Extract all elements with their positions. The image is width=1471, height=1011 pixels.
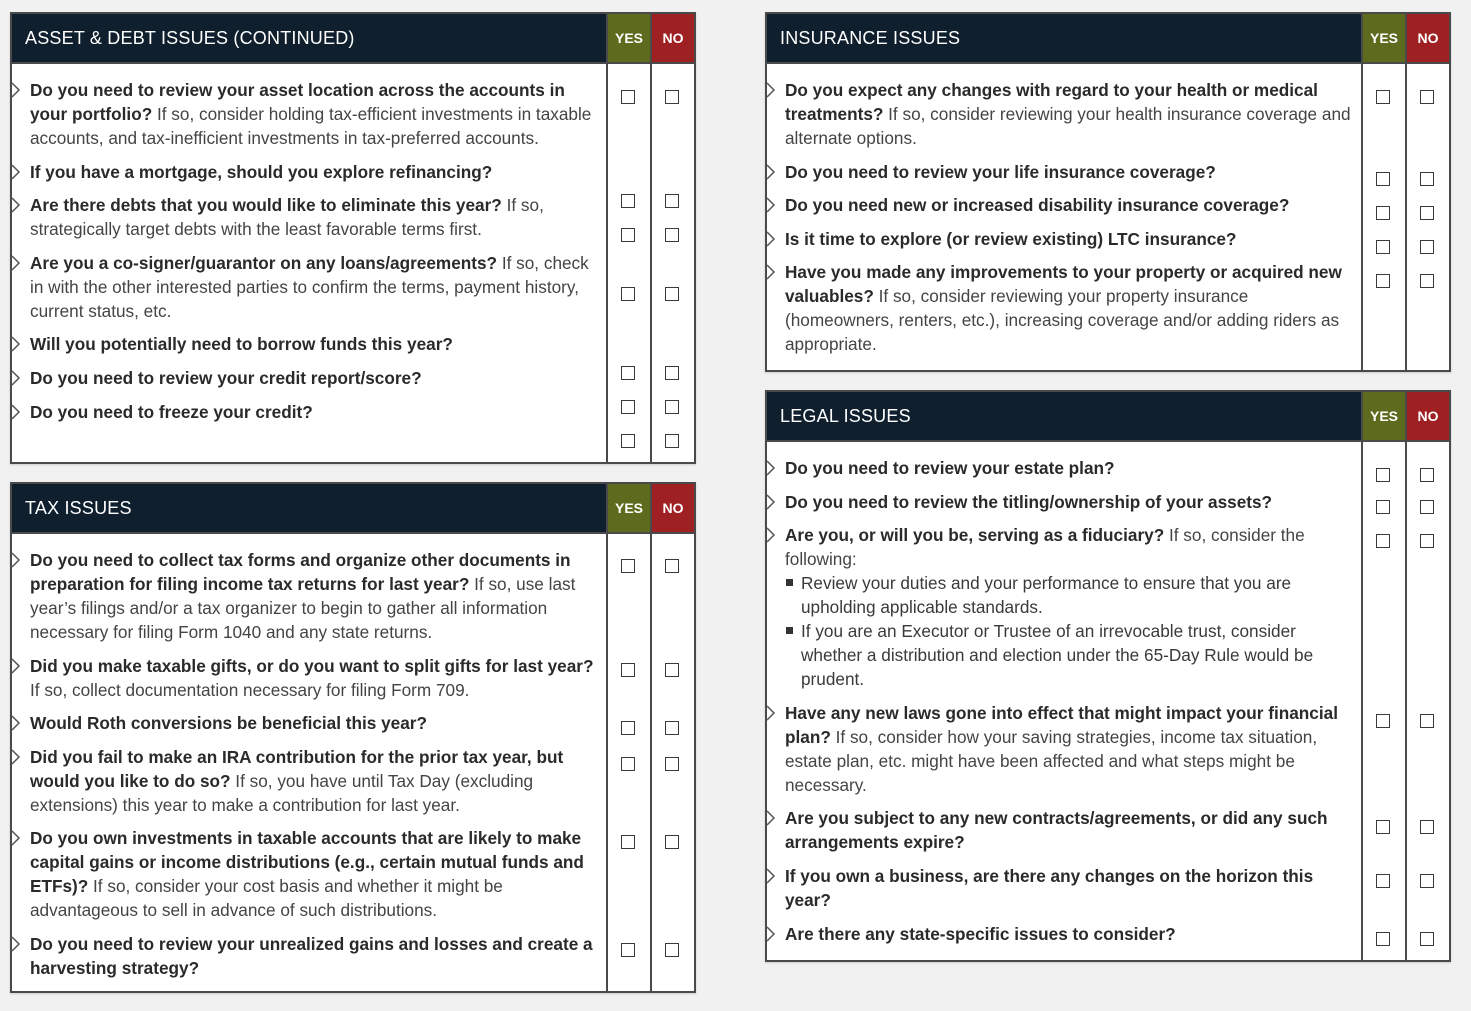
yes-checkbox[interactable]	[621, 194, 635, 208]
question-detail: If so, consider the following:	[785, 525, 1305, 570]
tax-panel	[10, 482, 696, 993]
sub-bullet-item	[785, 571, 1351, 619]
yes-checkbox[interactable]	[1376, 874, 1390, 888]
sub-bullet-text: Review your duties and your performance to ensure that you are upholding applicable standards.	[801, 573, 1292, 618]
yes-column-header: YES	[606, 14, 650, 62]
tax-title: TAX ISSUES	[25, 497, 132, 518]
no-checkbox[interactable]	[665, 757, 679, 771]
yes-checkbox[interactable]	[1376, 468, 1390, 482]
yes-checkbox[interactable]	[1376, 820, 1390, 834]
question-text: Do you need to review your unrealized gains and losses and create a harvesting strategy?	[30, 933, 593, 978]
question-detail: If so, consider reviewing your property insurance (homeowners, renters, etc.), increasing coverage and/or adding riders as appropriate.	[785, 286, 1340, 355]
item-pointer-icon	[11, 658, 21, 674]
no-checkbox[interactable]	[665, 228, 679, 242]
question-item	[30, 400, 596, 424]
question-detail: If so, you have until Tax Day (excluding extensions) this year to make a contribution for last year.	[30, 770, 534, 815]
question-detail: If so, use last year’s filings and/or a tax organizer to begin to gather all information necessary for filing Form 1040 and any state returns.	[30, 574, 576, 642]
question-text: If you have a mortgage, should you explore refinancing?	[30, 161, 493, 182]
sub-bullet-item	[785, 619, 1351, 691]
item-pointer-icon	[11, 197, 21, 213]
item-pointer-icon	[766, 82, 776, 98]
no-checkbox[interactable]	[1420, 172, 1434, 186]
item-pointer-icon	[766, 460, 776, 476]
yes-checkbox[interactable]	[621, 366, 635, 380]
insurance-title: INSURANCE ISSUES	[780, 27, 961, 48]
question-item	[785, 922, 1351, 946]
no-checkbox[interactable]	[665, 721, 679, 735]
question-item	[30, 654, 596, 702]
no-checkbox[interactable]	[665, 434, 679, 448]
no-checkbox[interactable]	[1420, 90, 1434, 104]
question-item	[785, 227, 1351, 251]
question-item	[30, 193, 596, 241]
question-detail: If so, check in with the other interested parties to confirm the terms, payment history, current status, etc.	[30, 252, 589, 321]
tax-no-column	[650, 534, 694, 993]
question-item	[785, 523, 1351, 691]
item-pointer-icon	[766, 164, 776, 180]
question-detail: If so, consider how your saving strategies, income tax situation, estate plan, etc. might have been affected and what steps might be necessary.	[785, 726, 1318, 795]
item-pointer-icon	[766, 810, 776, 826]
no-checkbox[interactable]	[1420, 714, 1434, 728]
question-text: If you own a business, are there any changes on the horizon this year?	[785, 865, 1314, 910]
question-item	[30, 78, 596, 150]
no-checkbox[interactable]	[1420, 534, 1434, 548]
no-checkbox[interactable]	[665, 90, 679, 104]
yes-checkbox[interactable]	[621, 663, 635, 677]
question-text: Do you need to review your life insurance coverage?	[785, 161, 1216, 182]
question-text: Do you need to freeze your credit?	[30, 401, 313, 422]
no-column-header: NO	[1405, 14, 1449, 62]
yes-checkbox[interactable]	[1376, 172, 1390, 186]
question-item	[30, 711, 596, 735]
item-pointer-icon	[11, 715, 21, 731]
question-item	[30, 548, 596, 644]
yes-checkbox[interactable]	[1376, 90, 1390, 104]
no-checkbox[interactable]	[1420, 468, 1434, 482]
item-pointer-icon	[766, 527, 776, 543]
question-text: Do you need to collect tax forms and organize other documents in preparation for filing income tax returns for last year?	[30, 550, 571, 594]
no-checkbox[interactable]	[665, 366, 679, 380]
tax-yes-column	[606, 534, 650, 993]
yes-checkbox[interactable]	[1376, 206, 1390, 220]
question-text: Are there debts that you would like to eliminate this year?	[30, 195, 502, 216]
sub-bullet-text: If you are an Executor or Trustee of an irrevocable trust, consider whether a distribution and election under the 65-Day Rule would be prudent.	[801, 621, 1314, 690]
square-bullet-icon	[786, 627, 793, 634]
yes-checkbox[interactable]	[1376, 714, 1390, 728]
yes-checkbox[interactable]	[621, 943, 635, 957]
item-pointer-icon	[11, 82, 21, 98]
question-item	[30, 826, 596, 922]
yes-checkbox[interactable]	[621, 400, 635, 414]
no-checkbox[interactable]	[1420, 932, 1434, 946]
yes-checkbox[interactable]	[621, 287, 635, 301]
asset-debt-no-column	[650, 64, 694, 464]
question-item	[785, 160, 1351, 184]
item-pointer-icon	[11, 936, 21, 952]
no-checkbox[interactable]	[1420, 274, 1434, 288]
no-column-header: NO	[650, 484, 694, 532]
question-item	[785, 193, 1351, 217]
insurance-questions	[767, 64, 1361, 372]
question-item	[785, 260, 1351, 356]
no-checkbox[interactable]	[665, 400, 679, 414]
question-text: Are you, or will you be, serving as a fiduciary?	[785, 525, 1165, 546]
no-checkbox[interactable]	[665, 194, 679, 208]
asset-debt-yes-column	[606, 64, 650, 464]
legal-header	[767, 392, 1449, 442]
question-item	[785, 490, 1351, 514]
question-text: Do you need to review your estate plan?	[785, 458, 1115, 478]
question-item	[785, 456, 1351, 480]
no-checkbox[interactable]	[1420, 500, 1434, 514]
item-pointer-icon	[11, 404, 21, 420]
question-text: Do you need new or increased disability insurance coverage?	[785, 195, 1290, 216]
asset-debt-questions	[12, 64, 606, 464]
question-detail: If so, consider holding tax-efficient investments in taxable accounts, and tax-inefficient investments in tax-preferred accounts.	[30, 104, 592, 148]
legal-no-column	[1405, 442, 1449, 962]
yes-checkbox[interactable]	[1376, 240, 1390, 254]
no-checkbox[interactable]	[1420, 206, 1434, 220]
yes-checkbox[interactable]	[621, 835, 635, 849]
item-pointer-icon	[766, 705, 776, 721]
question-item	[30, 745, 596, 817]
item-pointer-icon	[766, 264, 776, 280]
question-item	[30, 332, 596, 356]
question-text: Are you subject to any new contracts/agreements, or did any such arrangements expire?	[785, 808, 1328, 853]
no-checkbox[interactable]	[665, 943, 679, 957]
asset-debt-panel	[10, 12, 696, 464]
question-detail: If so, collect documentation necessary for filing Form 709.	[30, 679, 470, 700]
item-pointer-icon	[766, 197, 776, 213]
no-column-header: NO	[650, 14, 694, 62]
tax-header	[12, 484, 694, 534]
item-pointer-icon	[11, 552, 21, 568]
insurance-panel	[765, 12, 1451, 372]
question-text: Have any new laws gone into effect that might impact your financial plan?	[785, 702, 1338, 747]
question-text: Have you made any improvements to your property or acquired new valuables?	[785, 262, 1342, 307]
question-text: Would Roth conversions be beneficial this year?	[30, 713, 427, 734]
no-checkbox[interactable]	[665, 559, 679, 573]
question-item	[30, 251, 596, 323]
question-item	[30, 932, 596, 980]
question-text: Will you potentially need to borrow funds this year?	[30, 334, 453, 355]
legal-panel	[765, 390, 1451, 962]
question-text: Did you fail to make an IRA contribution for the prior tax year, but would you like to do so?	[30, 746, 564, 791]
no-checkbox[interactable]	[1420, 240, 1434, 254]
yes-checkbox[interactable]	[1376, 932, 1390, 946]
question-text: Is it time to explore (or review existing) LTC insurance?	[785, 228, 1237, 249]
insurance-header	[767, 14, 1449, 64]
yes-column-header: YES	[1361, 14, 1405, 62]
item-pointer-icon	[766, 494, 776, 510]
question-text: Do you need to review the titling/ownership of your assets?	[785, 491, 1273, 512]
yes-column-header: YES	[1361, 392, 1405, 440]
yes-checkbox[interactable]	[1376, 500, 1390, 514]
question-item	[785, 864, 1351, 912]
question-detail: If so, strategically target debts with the least favorable terms first.	[30, 195, 544, 240]
yes-checkbox[interactable]	[621, 721, 635, 735]
no-checkbox[interactable]	[665, 663, 679, 677]
question-item	[785, 701, 1351, 797]
tax-questions	[12, 534, 606, 993]
item-pointer-icon	[766, 868, 776, 884]
item-pointer-icon	[11, 164, 21, 180]
item-pointer-icon	[11, 336, 21, 352]
item-pointer-icon	[11, 370, 21, 386]
question-text: Did you make taxable gifts, or do you want to split gifts for last year?	[30, 655, 594, 676]
square-bullet-icon	[786, 579, 793, 586]
no-checkbox[interactable]	[665, 287, 679, 301]
legal-questions	[767, 442, 1361, 962]
question-item	[30, 366, 596, 390]
question-detail: If so, consider your cost basis and whether it might be advantageous to sell in advance of such distributions.	[30, 876, 503, 921]
insurance-no-column	[1405, 64, 1449, 372]
question-item	[30, 160, 596, 184]
yes-checkbox[interactable]	[1376, 274, 1390, 288]
insurance-yes-column	[1361, 64, 1405, 372]
question-item	[785, 806, 1351, 854]
question-text: Do you need to review your asset location across the accounts in your portfolio?	[30, 80, 565, 124]
asset-debt-header	[12, 14, 694, 64]
yes-checkbox[interactable]	[621, 434, 635, 448]
no-checkbox[interactable]	[1420, 874, 1434, 888]
no-checkbox[interactable]	[665, 835, 679, 849]
yes-checkbox[interactable]	[621, 559, 635, 573]
item-pointer-icon	[766, 231, 776, 247]
item-pointer-icon	[11, 749, 21, 765]
yes-column-header: YES	[606, 484, 650, 532]
yes-checkbox[interactable]	[621, 90, 635, 104]
legal-yes-column	[1361, 442, 1405, 962]
no-column-header: NO	[1405, 392, 1449, 440]
question-detail: If so, consider reviewing your health insurance coverage and alternate options.	[785, 104, 1351, 148]
question-item	[785, 78, 1351, 150]
yes-checkbox[interactable]	[1376, 534, 1390, 548]
question-text: Are there any state-specific issues to consider?	[785, 923, 1176, 944]
yes-checkbox[interactable]	[621, 228, 635, 242]
yes-checkbox[interactable]	[621, 757, 635, 771]
asset-debt-title: ASSET & DEBT ISSUES (CONTINUED)	[25, 27, 355, 48]
no-checkbox[interactable]	[1420, 820, 1434, 834]
question-text: Are you a co-signer/guarantor on any loans/agreements?	[30, 252, 498, 273]
question-text: Do you expect any changes with regard to your health or medical treatments?	[785, 80, 1318, 124]
item-pointer-icon	[766, 926, 776, 942]
question-text: Do you own investments in taxable accounts that are likely to make capital gains or income distributions (e.g., certain mutual funds and ETFs)?	[30, 828, 584, 897]
item-pointer-icon	[11, 830, 21, 846]
item-pointer-icon	[11, 255, 21, 271]
question-text: Do you need to review your credit report/score?	[30, 367, 422, 388]
legal-title: LEGAL ISSUES	[780, 405, 911, 426]
